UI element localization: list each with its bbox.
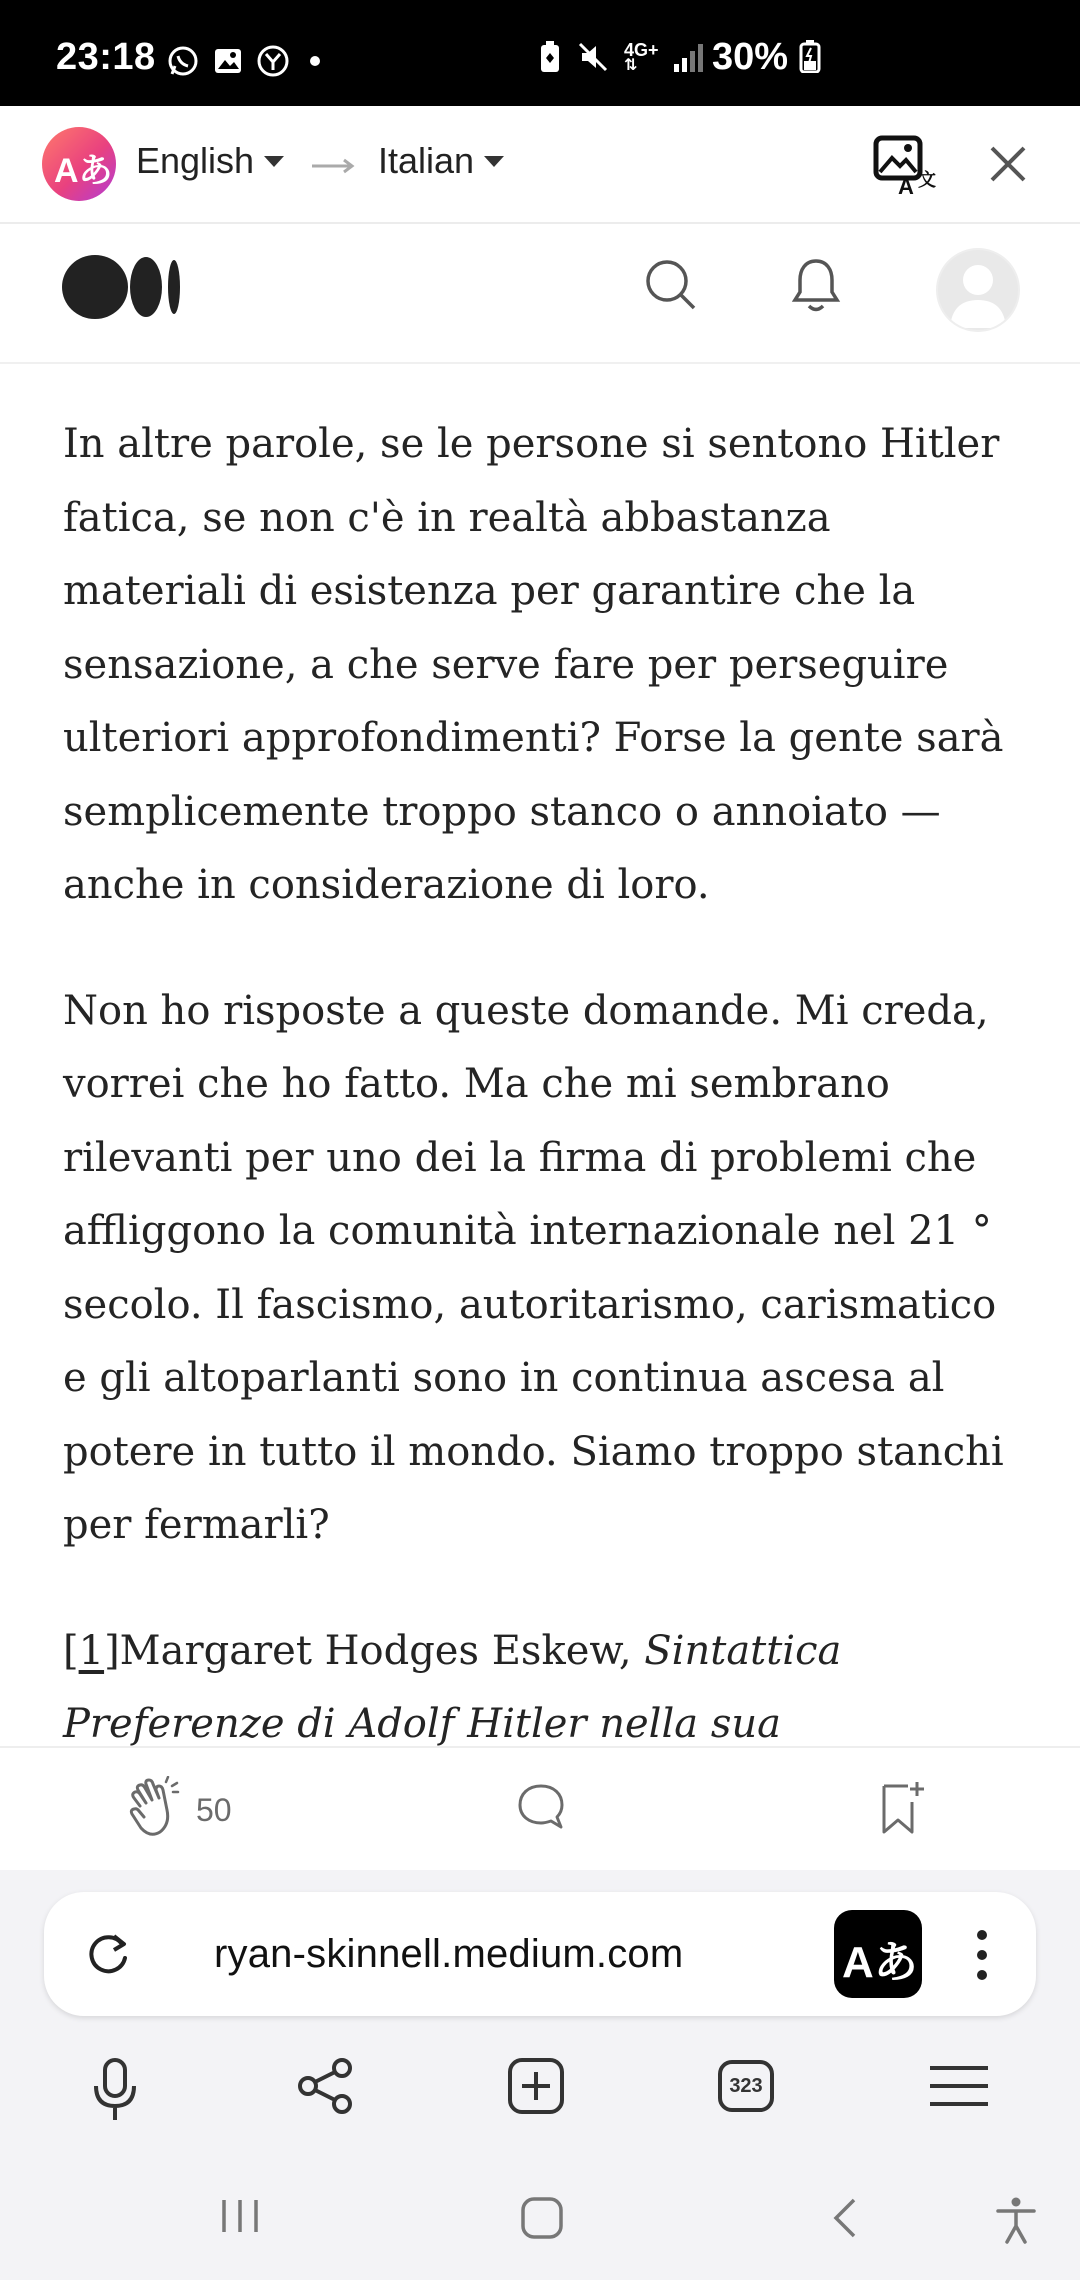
footnote-title: Sintattica Preferenze di Adolf Hitler nella sua bbox=[63, 1627, 842, 1746]
clap-icon[interactable] bbox=[126, 1776, 182, 1838]
translate-logo-icon[interactable] bbox=[42, 127, 116, 201]
translate-logo-glyph: Aあ bbox=[54, 152, 113, 190]
medium-logo-icon[interactable] bbox=[62, 254, 182, 320]
home-icon[interactable] bbox=[520, 2196, 564, 2240]
tab-count: 323 bbox=[718, 2060, 774, 2112]
clap-count: 50 bbox=[196, 1792, 232, 1828]
translate-glyph: Aあ bbox=[842, 1938, 918, 1987]
svg-text:文: 文 bbox=[918, 170, 936, 190]
reload-icon[interactable] bbox=[84, 1930, 132, 1978]
footnote-link[interactable]: 1 bbox=[78, 1627, 105, 1674]
avatar-icon[interactable] bbox=[936, 248, 1020, 332]
article-action-bar bbox=[0, 1746, 1080, 1872]
whatsapp-icon bbox=[166, 44, 200, 78]
search-icon[interactable] bbox=[644, 258, 698, 312]
footnote-author: Margaret Hodges Eskew, bbox=[119, 1627, 645, 1674]
url-text[interactable]: ryan-skinnell.medium.com bbox=[214, 1932, 684, 1976]
source-language-label: English bbox=[136, 140, 255, 181]
yahoo-icon bbox=[256, 44, 290, 78]
translate-bar bbox=[0, 106, 1080, 224]
battery-icon bbox=[799, 39, 821, 73]
more-vert-icon[interactable] bbox=[972, 1928, 992, 1982]
signal-icon bbox=[672, 40, 706, 74]
recents-icon[interactable] bbox=[218, 2196, 262, 2236]
battery-saver-icon bbox=[538, 40, 562, 74]
status-bar bbox=[0, 0, 1080, 106]
target-language-selector[interactable] bbox=[378, 140, 504, 182]
article-footnote bbox=[63, 1615, 1023, 1747]
translate-image-icon[interactable] bbox=[870, 134, 936, 196]
target-language-label: Italian bbox=[378, 140, 475, 181]
network-4g-icon: 4G+ ⇅ bbox=[624, 40, 659, 74]
bookmark-add-icon[interactable] bbox=[880, 1780, 926, 1836]
arrow-right-icon bbox=[310, 158, 356, 174]
notification-icons bbox=[166, 44, 320, 78]
close-icon[interactable] bbox=[984, 140, 1032, 188]
chevron-down-icon bbox=[484, 156, 504, 167]
medium-header bbox=[0, 224, 1080, 364]
chevron-down-icon bbox=[264, 156, 284, 167]
gallery-icon bbox=[212, 45, 244, 77]
accessibility-icon[interactable] bbox=[994, 2196, 1038, 2244]
mi c-icon[interactable] bbox=[90, 2056, 140, 2124]
article-body bbox=[63, 408, 1023, 1746]
share-icon[interactable] bbox=[296, 2056, 356, 2116]
back-icon[interactable] bbox=[826, 2196, 862, 2240]
svg-text:A: A bbox=[898, 174, 914, 196]
system-nav-bar bbox=[0, 2174, 1080, 2280]
address-bar[interactable] bbox=[44, 1892, 1036, 2016]
menu-icon[interactable] bbox=[928, 2064, 990, 2108]
dot-icon bbox=[310, 56, 320, 66]
translate-icon[interactable] bbox=[834, 1910, 922, 1998]
source-language-selector[interactable] bbox=[136, 140, 284, 182]
browser-toolbar bbox=[0, 2056, 1080, 2146]
new-tab-icon[interactable] bbox=[506, 2056, 566, 2116]
battery-label: 30% bbox=[712, 36, 789, 78]
system-icons bbox=[538, 40, 706, 74]
status-time: 23:18 bbox=[56, 36, 156, 78]
bell-icon[interactable] bbox=[790, 256, 842, 314]
footnote-bracket-close: ] bbox=[104, 1627, 120, 1674]
footnote-bracket-open: [ bbox=[63, 1627, 79, 1674]
article-paragraph-2: Non ho risposte a queste domande. Mi creda, vorrei che ho fatto. Ma che mi sembrano rilevanti per uno dei la firma di problemi che affliggono la comunità internazionale nel 21 ° secolo. Il fascismo, autoritarismo, carismatico e gli altoparlanti sono in continua ascesa al potere in tutto il mondo. Siamo troppo stanchi per fermarli? bbox=[63, 987, 1004, 1548]
mute-icon bbox=[576, 40, 610, 74]
comment-icon[interactable] bbox=[516, 1782, 566, 1832]
article-viewport[interactable] bbox=[0, 362, 1080, 1746]
battery-percent bbox=[712, 36, 821, 79]
article-paragraph-1: In altre parole, se le persone si sentono Hitler fatica, se non c'è in realtà abbastanza materiali di esistenza per garantire che la sensazione, a che serve fare per perseguire ulteriori approfondimenti? Forse la gente sarà semplicemente troppo stanco o annoiato — anche in considerazione di loro. bbox=[63, 421, 1004, 908]
network-label: 4G+ bbox=[624, 40, 659, 60]
